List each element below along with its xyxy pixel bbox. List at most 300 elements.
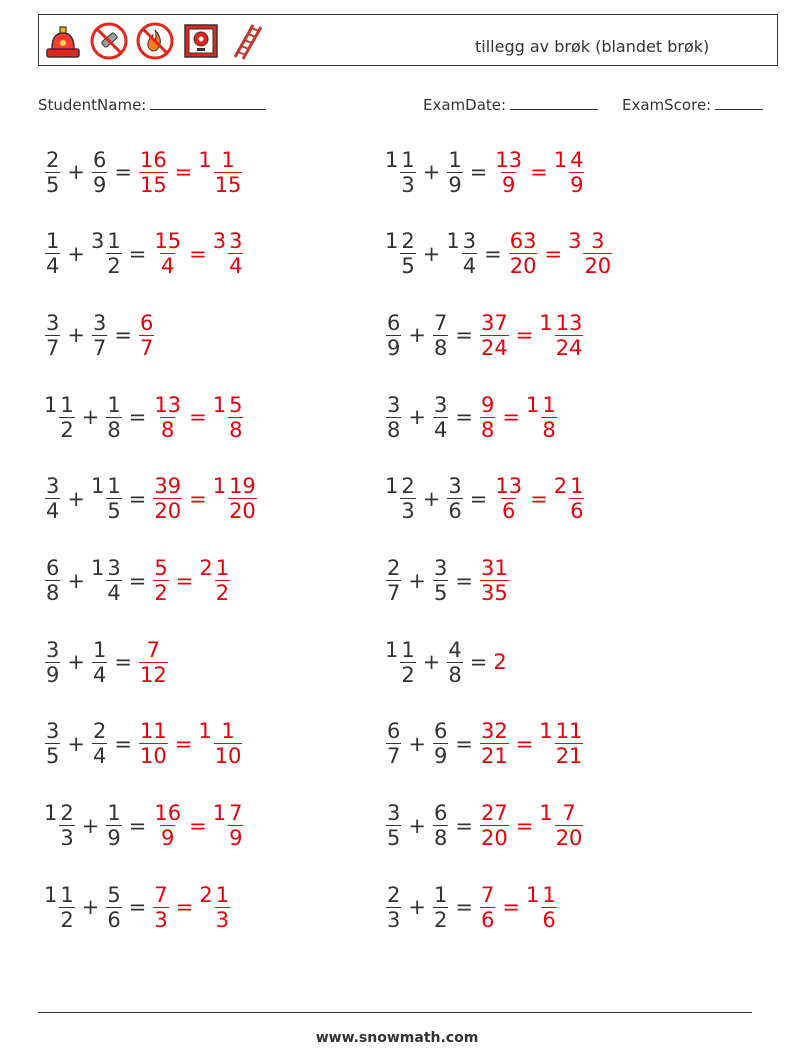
whole-number: 2: [553, 474, 568, 499]
fraction: [386, 311, 401, 360]
numerator: 1: [221, 147, 235, 172]
numerator: 3: [92, 310, 107, 335]
fire-hose-reel-icon: [181, 21, 221, 61]
fraction: [509, 229, 538, 278]
equals-sign: =: [502, 895, 520, 920]
numerator: 6: [387, 310, 401, 335]
equals-sign: =: [175, 895, 194, 920]
fraction: [153, 556, 168, 605]
numerator: 13: [154, 392, 182, 417]
fraction: [433, 883, 448, 932]
numerator: 1: [221, 719, 235, 744]
problem-12: [385, 551, 510, 611]
fraction: [480, 311, 509, 360]
denominator: 8: [387, 417, 401, 442]
numerator: 7: [154, 882, 168, 907]
answer-term: [152, 393, 183, 442]
whole-number: 1: [539, 310, 553, 335]
problem-16: [385, 714, 584, 774]
fraction: [153, 883, 168, 932]
numerator: 1: [542, 882, 556, 907]
question-term: [44, 883, 76, 932]
answer-term: [479, 719, 510, 768]
footer-divider: [38, 1012, 752, 1013]
numerator: 1: [570, 474, 584, 499]
numerator: 37: [480, 310, 508, 335]
plus-sign: +: [408, 568, 426, 593]
equals-sign: =: [530, 160, 548, 184]
fraction: [92, 148, 107, 197]
question-term: [385, 719, 402, 768]
denominator: 4: [46, 499, 60, 524]
numerator: 5: [229, 392, 243, 417]
numerator: 7: [480, 882, 495, 907]
numerator: 1: [46, 229, 60, 254]
denominator: 2: [60, 417, 74, 442]
fraction: [569, 474, 584, 523]
denominator: 24: [555, 335, 583, 360]
problem-9: [44, 469, 258, 529]
fraction: [139, 638, 168, 687]
denominator: 8: [229, 417, 243, 442]
question-term: [432, 556, 449, 605]
denominator: 6: [480, 907, 495, 932]
question-term: [105, 801, 122, 850]
footer-url: www.snowmath.com: [315, 1030, 479, 1046]
numerator: 1: [215, 882, 230, 907]
numerator: 3: [229, 229, 243, 254]
problem-13: [44, 632, 169, 692]
question-term: [446, 148, 463, 197]
denominator: 20: [584, 254, 612, 279]
denominator: 2: [154, 581, 168, 605]
problem-3: [44, 224, 244, 284]
numerator: 6: [433, 801, 448, 826]
numerator: 27: [480, 801, 508, 826]
plus-sign: +: [67, 486, 85, 511]
whole-number: 1: [212, 392, 227, 417]
denominator: 10: [139, 744, 167, 769]
question-term: [432, 719, 449, 768]
numerator: 4: [448, 637, 462, 662]
fraction: [228, 474, 257, 523]
plus-sign: +: [422, 241, 441, 266]
exam-score-field[interactable]: [622, 94, 763, 114]
equals-sign: =: [174, 160, 193, 184]
fraction: [480, 883, 495, 932]
question-term: [91, 719, 108, 768]
plus-sign: +: [67, 241, 85, 266]
fraction: [433, 311, 448, 360]
denominator: 9: [570, 172, 584, 197]
plus-sign: +: [408, 813, 426, 838]
fraction: [400, 474, 415, 523]
problem-19: [44, 877, 231, 937]
question-term: [446, 638, 463, 687]
denominator: 4: [161, 254, 175, 279]
question-term: [44, 311, 61, 360]
whole-number: 1: [44, 801, 58, 826]
denominator: 20: [555, 826, 583, 851]
problem-20: [385, 877, 558, 937]
worksheet-title: tillegg av brøk (blandet brøk): [475, 37, 710, 56]
whole-number: 1: [539, 801, 553, 826]
whole-number: 1: [385, 147, 399, 172]
numerator: 39: [154, 474, 182, 499]
answer-term: [199, 883, 231, 932]
numerator: 13: [495, 474, 523, 499]
fraction: [59, 883, 74, 932]
fraction: [386, 801, 401, 850]
numerator: 7: [562, 801, 576, 826]
question-term: [44, 638, 61, 687]
denominator: 8: [433, 335, 448, 360]
answer-term: [539, 801, 584, 850]
denominator: 15: [214, 172, 242, 197]
exam-date-blank[interactable]: [510, 94, 598, 110]
equals-sign: =: [469, 650, 488, 675]
equals-sign: =: [455, 568, 473, 593]
question-term: [91, 229, 123, 278]
answer-term: [493, 650, 507, 674]
denominator: 7: [387, 744, 401, 769]
answer-term: [479, 556, 510, 605]
answer-term: [213, 474, 258, 523]
problem-7: [44, 387, 244, 447]
fraction: [541, 393, 556, 442]
denominator: 9: [502, 172, 516, 197]
numerator: 1: [60, 392, 74, 417]
denominator: 6: [542, 907, 556, 932]
fraction: [555, 719, 584, 768]
fraction: [480, 801, 509, 850]
question-term: [91, 638, 108, 687]
whole-number: 1: [385, 637, 399, 662]
denominator: 9: [448, 172, 462, 197]
equals-sign: =: [544, 241, 563, 266]
numerator: 3: [433, 392, 448, 417]
numerator: 1: [107, 229, 121, 254]
fraction: [583, 229, 612, 278]
equals-sign: =: [114, 731, 132, 756]
question-term: [385, 801, 402, 850]
whole-number: 2: [493, 650, 507, 675]
equals-sign: =: [455, 323, 473, 348]
question-term: [44, 393, 76, 442]
question-term: [44, 148, 61, 197]
fraction: [214, 148, 243, 197]
answer-term: [213, 229, 245, 278]
plus-sign: +: [408, 731, 426, 756]
numerator: 1: [107, 801, 121, 826]
question-term: [446, 474, 463, 523]
whole-number: 1: [44, 392, 58, 417]
denominator: 5: [46, 172, 60, 197]
denominator: 9: [107, 826, 121, 851]
exam-score-blank[interactable]: [715, 94, 763, 110]
denominator: 5: [46, 744, 60, 769]
answer-term: [198, 719, 243, 768]
numerator: 1: [542, 392, 556, 417]
fraction: [433, 556, 448, 605]
equals-sign: =: [128, 813, 147, 838]
equals-sign: =: [114, 323, 132, 348]
answer-term: [539, 311, 584, 360]
question-term: [105, 393, 122, 442]
denominator: 4: [92, 662, 107, 687]
fraction: [480, 719, 509, 768]
plus-sign: +: [81, 813, 100, 838]
fraction: [106, 801, 121, 850]
whole-number: 1: [212, 801, 227, 826]
fraction: [494, 148, 523, 197]
question-term: [385, 474, 417, 523]
denominator: 9: [161, 826, 175, 851]
denominator: 9: [387, 335, 401, 360]
answer-term: [138, 719, 169, 768]
fraction: [92, 311, 107, 360]
no-lighter-icon: [89, 21, 129, 61]
answer-term: [152, 883, 169, 932]
exam-date-field[interactable]: [423, 94, 598, 114]
denominator: 7: [387, 581, 401, 605]
denominator: 9: [433, 744, 448, 769]
numerator: 2: [60, 801, 74, 826]
fraction: [153, 393, 182, 442]
numerator: 3: [46, 719, 60, 744]
denominator: 3: [387, 907, 401, 932]
problem-2: [385, 142, 585, 202]
problem-1: [44, 142, 243, 202]
numerator: 1: [401, 637, 415, 662]
plus-sign: +: [67, 323, 85, 348]
fraction: [386, 556, 401, 605]
fraction: [153, 801, 182, 850]
whole-number: 1: [525, 392, 540, 417]
denominator: 3: [154, 907, 168, 932]
answer-term: [526, 393, 558, 442]
fraction: [447, 474, 462, 523]
equals-sign: =: [502, 405, 520, 430]
numerator: 15: [154, 229, 182, 254]
whole-number: 1: [539, 719, 553, 744]
question-term: [432, 801, 449, 850]
fraction: [569, 148, 584, 197]
denominator: 9: [229, 826, 243, 851]
plus-sign: +: [408, 323, 426, 348]
fraction: [386, 883, 401, 932]
answer-term: [479, 883, 496, 932]
numerator: 1: [215, 556, 230, 580]
equals-sign: =: [455, 895, 473, 920]
problem-4: [385, 224, 613, 284]
numerator: 3: [448, 474, 462, 499]
answer-term: [479, 801, 510, 850]
whole-number: 3: [90, 229, 105, 254]
numerator: 13: [495, 147, 523, 172]
fraction: [45, 556, 60, 605]
numerator: 7: [229, 801, 243, 826]
numerator: 3: [387, 392, 401, 417]
equals-sign: =: [189, 405, 207, 430]
fraction: [45, 474, 60, 523]
denominator: 7: [46, 335, 60, 360]
equals-sign: =: [128, 486, 147, 511]
denominator: 2: [60, 907, 74, 932]
question-term: [44, 474, 61, 523]
question-term: [385, 883, 402, 932]
plus-sign: +: [67, 568, 85, 593]
equals-sign: =: [174, 731, 193, 756]
question-term: [432, 311, 449, 360]
equals-sign: =: [175, 568, 194, 593]
answer-term: [138, 638, 169, 687]
question-term: [44, 229, 61, 278]
fraction: [92, 638, 107, 687]
header-icons: [43, 21, 267, 61]
fraction: [139, 719, 168, 768]
student-name-field[interactable]: [38, 94, 266, 114]
ladder-icon: [227, 21, 267, 61]
denominator: 5: [433, 581, 448, 605]
numerator: 6: [387, 719, 401, 744]
exam-date-label: ExamDate:: [423, 96, 507, 114]
answer-term: [493, 148, 524, 197]
equals-sign: =: [189, 813, 207, 838]
answer-term: [152, 229, 183, 278]
whole-number: 1: [446, 229, 460, 254]
fraction: [59, 393, 74, 442]
fraction: [214, 719, 243, 768]
equals-sign: =: [455, 405, 473, 430]
denominator: 4: [92, 744, 107, 769]
denominator: 24: [480, 335, 508, 360]
answer-term: [493, 474, 524, 523]
fraction: [386, 393, 401, 442]
student-name-blank[interactable]: [150, 94, 266, 110]
numerator: 1: [107, 392, 121, 417]
denominator: 8: [542, 417, 556, 442]
numerator: 3: [107, 556, 121, 580]
fraction: [494, 474, 523, 523]
denominator: 20: [480, 826, 508, 851]
fraction: [106, 229, 121, 278]
numerator: 32: [480, 719, 508, 744]
plus-sign: +: [67, 160, 85, 184]
plus-sign: +: [67, 731, 85, 756]
answer-term: [138, 148, 169, 197]
whole-number: 1: [525, 882, 540, 907]
problem-10: [385, 469, 585, 529]
fraction: [447, 638, 462, 687]
denominator: 8: [433, 826, 448, 851]
whole-number: 2: [199, 556, 213, 580]
no-fire-icon: [135, 21, 175, 61]
fraction: [215, 556, 230, 605]
numerator: 3: [46, 474, 60, 499]
denominator: 7: [92, 335, 107, 360]
fraction: [45, 719, 60, 768]
numerator: 4: [570, 147, 584, 172]
fraction: [228, 801, 243, 850]
denominator: 8: [448, 662, 462, 687]
denominator: 2: [107, 254, 121, 279]
denominator: 4: [107, 581, 121, 605]
question-term: [432, 393, 449, 442]
fraction: [386, 719, 401, 768]
problem-18: [385, 796, 584, 856]
fraction: [153, 474, 182, 523]
numerator: 5: [107, 882, 121, 907]
equals-sign: =: [189, 486, 207, 511]
answer-term: [554, 474, 586, 523]
problem-15: [44, 714, 243, 774]
answer-term: [213, 801, 245, 850]
answer-term: [152, 556, 169, 605]
fraction: [433, 719, 448, 768]
numerator: 16: [154, 801, 182, 826]
answer-term: [508, 229, 539, 278]
equals-sign: =: [515, 323, 534, 348]
denominator: 8: [107, 417, 121, 442]
numerator: 1: [433, 882, 448, 907]
answer-term: [213, 393, 245, 442]
whole-number: 1: [198, 147, 212, 172]
fraction: [139, 311, 154, 360]
denominator: 20: [229, 499, 256, 524]
question-term: [44, 719, 61, 768]
problem-6: [385, 305, 584, 365]
answer-term: [526, 883, 558, 932]
equals-sign: =: [469, 486, 488, 511]
numerator: 1: [448, 147, 462, 172]
answer-term: [479, 393, 496, 442]
fraction: [59, 801, 74, 850]
denominator: 20: [509, 254, 537, 279]
equals-sign: =: [530, 486, 548, 511]
question-term: [91, 311, 108, 360]
fraction: [45, 311, 60, 360]
whole-number: 1: [44, 882, 58, 907]
worksheet-header: [38, 14, 778, 66]
numerator: 31: [480, 556, 508, 580]
fraction: [153, 229, 182, 278]
numerator: 63: [509, 229, 537, 254]
denominator: 20: [154, 499, 182, 524]
denominator: 10: [214, 744, 242, 769]
answer-term: [152, 474, 183, 523]
question-term: [385, 556, 402, 605]
fraction: [555, 801, 584, 850]
plus-sign: +: [408, 405, 426, 430]
fire-alarm-icon: [43, 21, 83, 61]
whole-number: 1: [385, 229, 399, 254]
equals-sign: =: [114, 160, 132, 184]
equals-sign: =: [128, 405, 147, 430]
question-term: [385, 311, 402, 360]
denominator: 21: [480, 744, 508, 769]
numerator: 1: [92, 637, 107, 662]
plus-sign: +: [408, 895, 426, 920]
fraction: [433, 393, 448, 442]
fraction: [228, 229, 243, 278]
fraction: [228, 393, 243, 442]
equals-sign: =: [128, 895, 147, 920]
plus-sign: +: [67, 650, 85, 675]
numerator: 2: [92, 719, 107, 744]
fraction: [106, 883, 121, 932]
denominator: 6: [502, 499, 516, 524]
